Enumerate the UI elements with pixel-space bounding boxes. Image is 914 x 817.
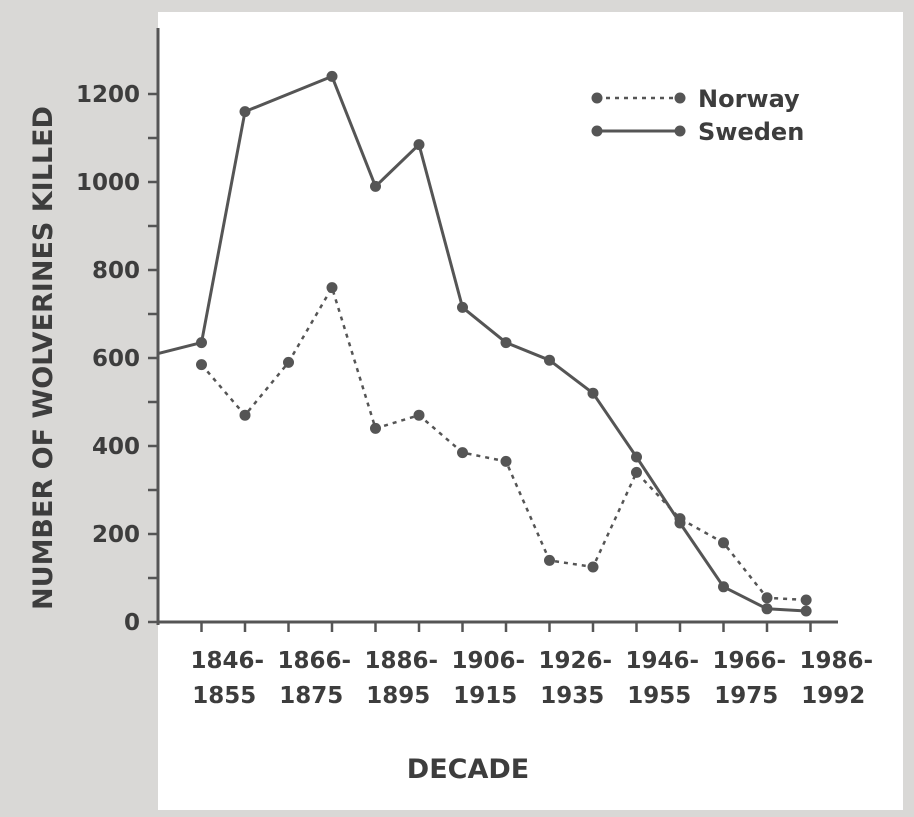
series-norway-point — [544, 555, 555, 566]
series-sweden-point — [240, 106, 251, 117]
y-tick-label: 600 — [91, 346, 140, 372]
y-tick-label: 1200 — [75, 82, 140, 108]
x-tick-label: 1875 — [279, 683, 344, 709]
series-norway-point — [631, 467, 642, 478]
series-norway-point — [718, 537, 729, 548]
series-sweden-point — [675, 518, 686, 529]
series-norway-point — [414, 410, 425, 421]
legend-sweden-label: Sweden — [698, 118, 805, 146]
legend-sweden-marker-left — [592, 126, 603, 137]
series-norway-point — [588, 562, 599, 573]
series-norway-point — [327, 282, 338, 293]
series-sweden-point — [414, 139, 425, 150]
legend-norway-label: Norway — [698, 85, 800, 113]
y-tick-label: 1000 — [75, 170, 140, 196]
series-sweden-point — [457, 302, 468, 313]
series-norway-point — [283, 357, 294, 368]
x-tick-label: 1935 — [540, 683, 605, 709]
y-axis-title: NUMBER OF WOLVERINES KILLED — [28, 106, 59, 610]
x-tick-label: 1992 — [801, 683, 866, 709]
y-tick-label: 400 — [91, 434, 140, 460]
x-tick-label: 1955 — [627, 683, 692, 709]
x-tick-label: 1866- — [277, 648, 352, 674]
series-sweden-point — [801, 606, 812, 617]
series-norway-point — [457, 447, 468, 458]
legend-norway-marker-left — [592, 93, 603, 104]
x-tick-label: 1886- — [364, 648, 439, 674]
x-tick-label: 1966- — [712, 648, 787, 674]
series-sweden-point — [762, 603, 773, 614]
series-norway-point — [240, 410, 251, 421]
series-sweden-point — [370, 181, 381, 192]
x-tick-label: 1915 — [453, 683, 518, 709]
legend-sweden-marker-right — [675, 126, 686, 137]
series-norway-point — [801, 595, 812, 606]
series-norway-point — [196, 359, 207, 370]
series-sweden-point — [327, 71, 338, 82]
x-tick-label: 1846- — [190, 648, 265, 674]
x-tick-label: 1986- — [799, 648, 874, 674]
series-sweden-point — [501, 337, 512, 348]
series-sweden-point — [588, 388, 599, 399]
x-axis-title: DECADE — [406, 754, 530, 785]
x-tick-label: 1975 — [714, 683, 779, 709]
y-axis — [76, 28, 158, 636]
y-tick-label: 0 — [123, 610, 140, 636]
series-norway-point — [501, 456, 512, 467]
series-sweden-point — [196, 337, 207, 348]
series-norway-point — [762, 592, 773, 603]
series-sweden-point — [631, 452, 642, 463]
series-sweden-point — [544, 355, 555, 366]
x-tick-label: 1855 — [192, 683, 257, 709]
x-tick-label: 1895 — [366, 683, 431, 709]
legend-norway-marker-right — [675, 93, 686, 104]
series-norway-point — [370, 423, 381, 434]
y-tick-label: 800 — [91, 258, 140, 284]
y-ticks — [76, 82, 158, 636]
series-sweden-point — [718, 581, 729, 592]
y-tick-label: 200 — [91, 522, 140, 548]
x-tick-label: 1906- — [451, 648, 526, 674]
x-tick-label: 1926- — [538, 648, 613, 674]
x-tick-label: 1946- — [625, 648, 700, 674]
